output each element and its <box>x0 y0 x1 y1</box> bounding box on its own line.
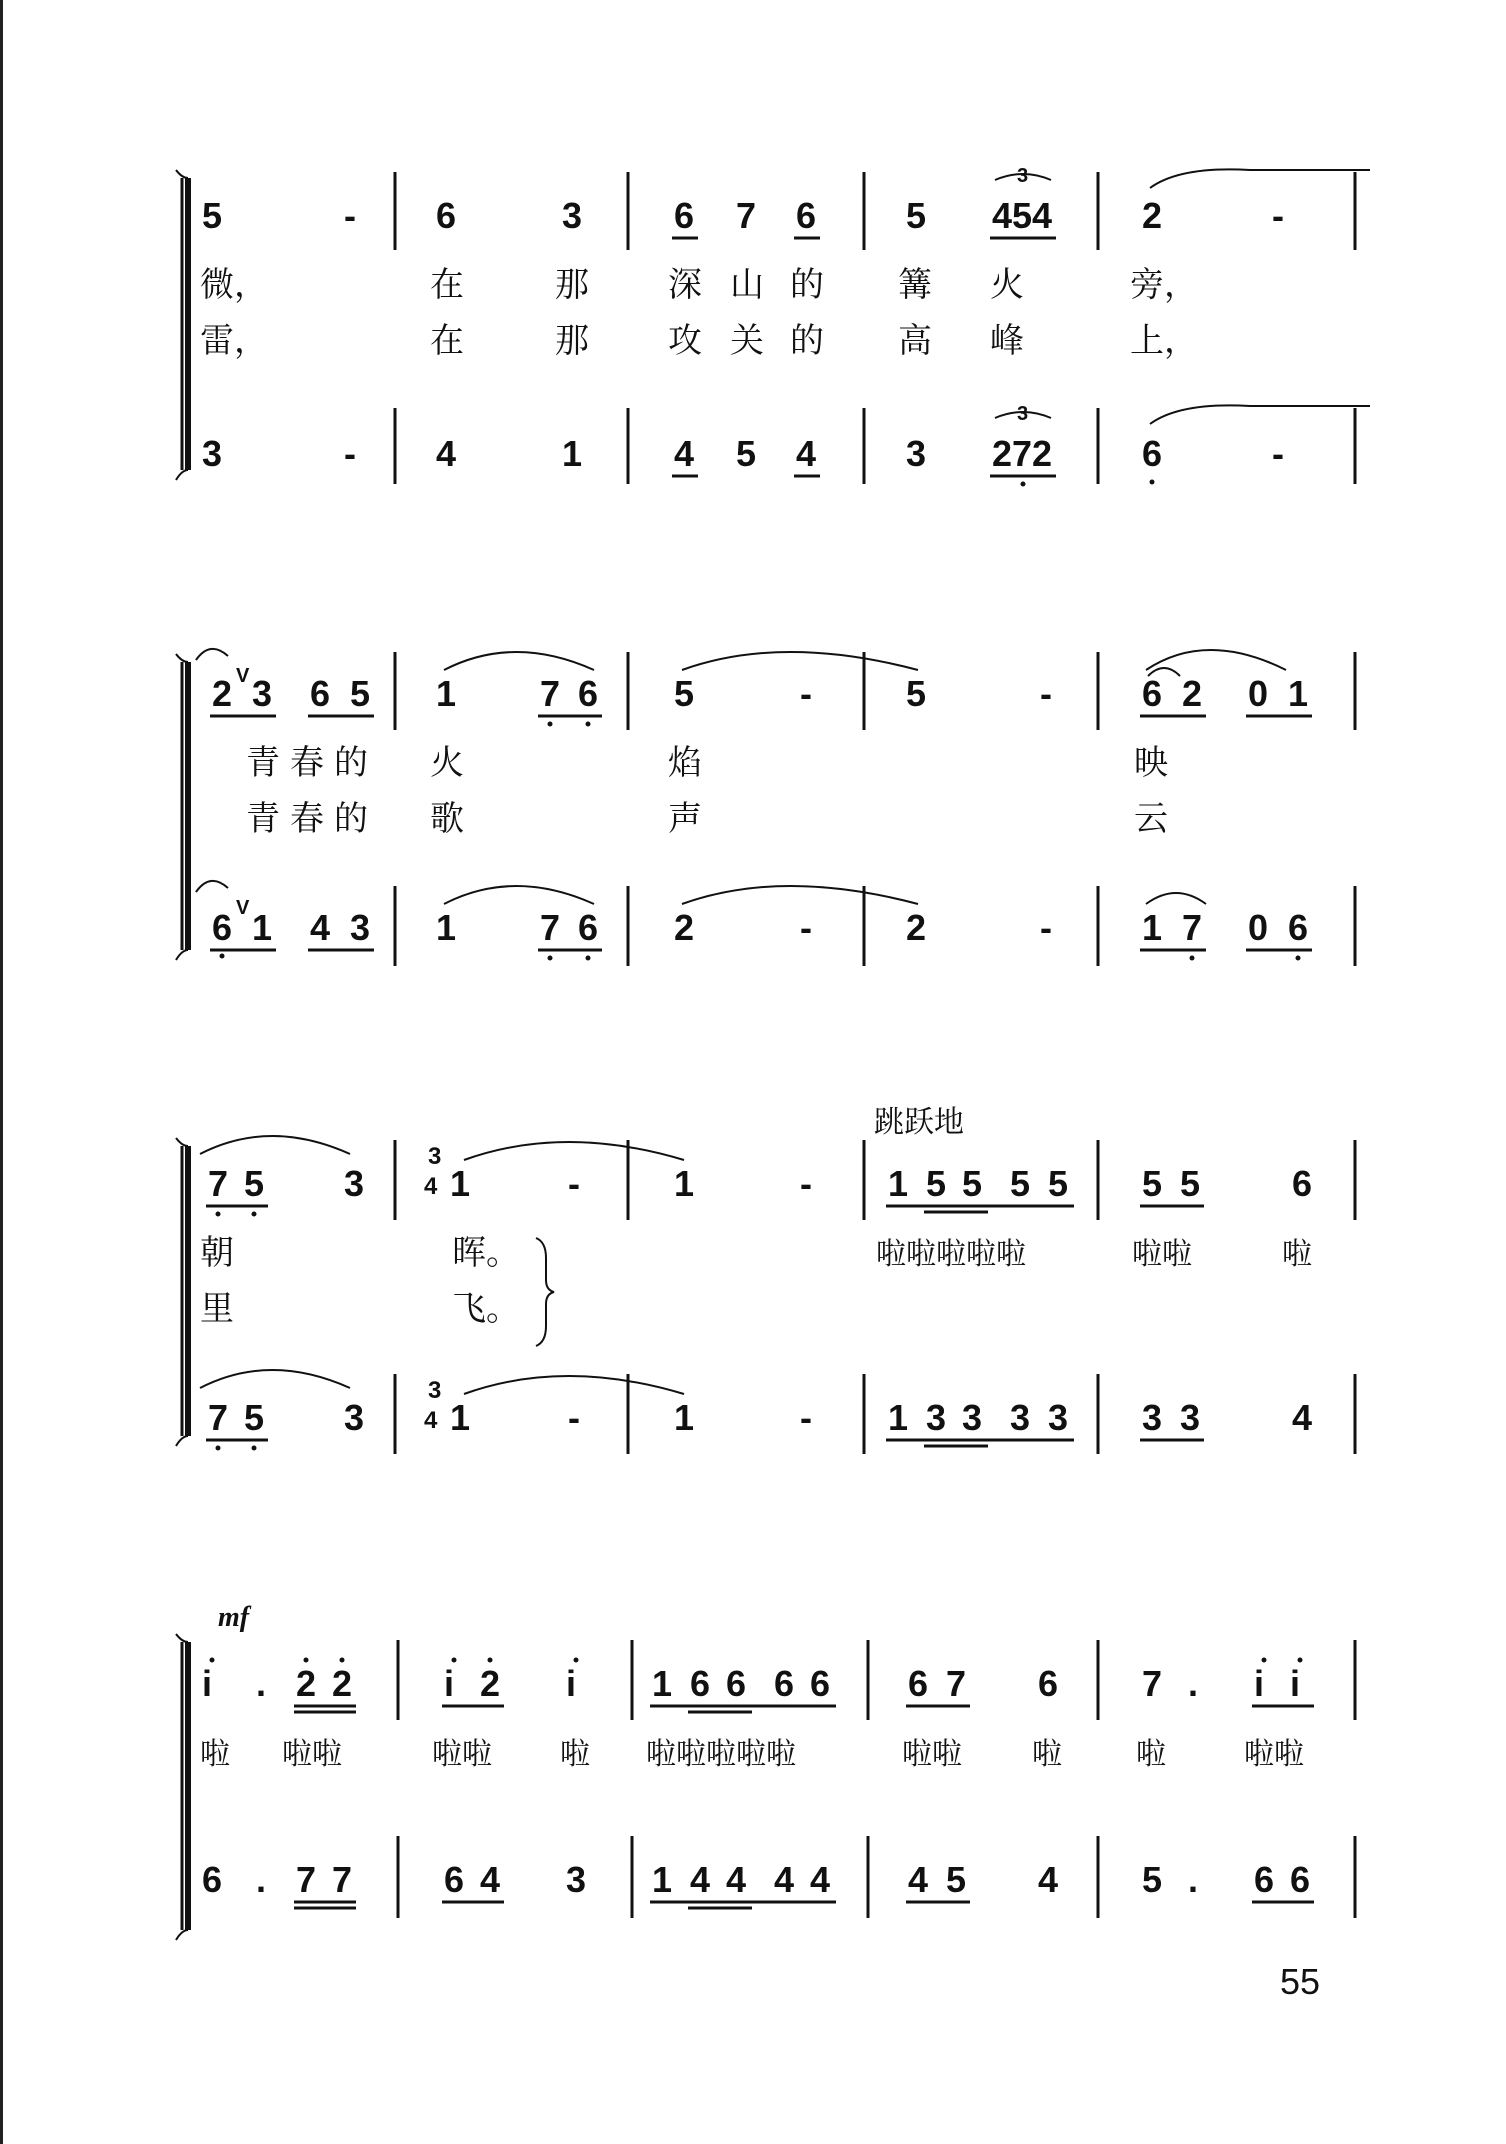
slur <box>444 652 594 670</box>
augmentation-dot: . <box>1188 1663 1199 1704</box>
lyric: 的 <box>334 799 368 839</box>
note: 5 <box>1048 1163 1069 1204</box>
note: 2 <box>296 1663 317 1704</box>
octave-dot <box>216 1446 221 1451</box>
note: 0 <box>1248 673 1269 714</box>
octave-dot <box>1296 956 1301 961</box>
note: i <box>1254 1663 1265 1704</box>
meter-top: 3 <box>428 1143 442 1170</box>
note: 3 <box>1142 1397 1163 1438</box>
note: 1 <box>888 1163 909 1204</box>
triplet-number: 3 <box>1017 403 1029 425</box>
note: 6 <box>1288 907 1309 948</box>
lyric: 雷， <box>200 321 268 361</box>
note-triplet: 272 <box>992 433 1053 474</box>
note: 3 <box>1010 1397 1031 1438</box>
note: 4 <box>310 907 331 948</box>
tie <box>682 652 918 670</box>
note: 7 <box>736 195 757 236</box>
lyric: 啦啦啦啦啦 <box>876 1237 1026 1272</box>
lyric: 朝 <box>200 1233 234 1273</box>
octave-dot <box>1190 956 1195 961</box>
octave-dot <box>220 954 225 959</box>
expression-marking: 跳跃地 <box>874 1105 964 1140</box>
note: 4 <box>436 433 457 474</box>
tie <box>1150 405 1370 424</box>
note: 1 <box>1288 673 1309 714</box>
octave-dot-high <box>1262 1658 1267 1663</box>
lyric: 关 <box>730 321 764 361</box>
note: i <box>566 1663 577 1704</box>
note: 3 <box>252 673 273 714</box>
slur <box>1146 893 1206 904</box>
lyric: 的 <box>790 265 824 305</box>
lyric: 青 <box>246 743 280 783</box>
note: 3 <box>566 1859 587 1900</box>
note: 6 <box>774 1663 795 1704</box>
note: 6 <box>1038 1663 1059 1704</box>
note: 6 <box>1142 433 1163 474</box>
octave-dot-high <box>210 1658 215 1663</box>
brace-top-hook <box>176 1138 188 1146</box>
system-3 <box>176 1105 1355 1454</box>
note: 1 <box>674 1397 695 1438</box>
note: i <box>444 1663 455 1704</box>
dash: - <box>800 1163 812 1204</box>
lyric: 深 <box>668 265 702 305</box>
note: 5 <box>906 195 927 236</box>
note: 6 <box>796 195 817 236</box>
lyric: 啦啦 <box>282 1737 342 1772</box>
slur <box>200 1370 350 1388</box>
tie <box>196 881 228 892</box>
note: 6 <box>726 1663 747 1704</box>
lyric: 青 <box>246 799 280 839</box>
note: 1 <box>436 907 457 948</box>
lyric: 声 <box>668 799 702 839</box>
lyric: 的 <box>334 743 368 783</box>
note: 1 <box>450 1163 471 1204</box>
note: 5 <box>244 1397 265 1438</box>
note: 1 <box>652 1859 673 1900</box>
note: 5 <box>1142 1163 1163 1204</box>
octave-dot <box>1150 480 1155 485</box>
lyric-group-brace <box>536 1238 554 1346</box>
note: 3 <box>926 1397 947 1438</box>
meter-top: 3 <box>428 1377 442 1404</box>
note: 4 <box>908 1859 929 1900</box>
dash: - <box>1040 907 1052 948</box>
lyric: 那 <box>555 321 589 361</box>
breath-mark: V <box>236 897 250 919</box>
lyric: 篝 <box>898 265 932 305</box>
octave-dot <box>216 1212 221 1217</box>
note: 3 <box>202 433 223 474</box>
dash: - <box>800 1397 812 1438</box>
note: 2 <box>332 1663 353 1704</box>
note: 5 <box>1180 1163 1201 1204</box>
note: 6 <box>810 1663 831 1704</box>
lyric: 上， <box>1130 321 1198 361</box>
note: 2 <box>1142 195 1163 236</box>
note: 7 <box>208 1397 229 1438</box>
note: 3 <box>1180 1397 1201 1438</box>
note: 5 <box>962 1163 983 1204</box>
note: 2 <box>480 1663 501 1704</box>
page-number: 55 <box>1280 1961 1321 2002</box>
lyric: 啦 <box>1282 1237 1312 1272</box>
note: 6 <box>1290 1859 1311 1900</box>
note: 1 <box>450 1397 471 1438</box>
note: 5 <box>736 433 757 474</box>
dynamic-marking: mf <box>218 1602 250 1633</box>
dash: - <box>1272 195 1284 236</box>
note: 7 <box>946 1663 967 1704</box>
slur <box>200 1136 350 1154</box>
lyric: 晖。 <box>452 1233 520 1273</box>
note: 6 <box>674 195 695 236</box>
note: 3 <box>344 1163 365 1204</box>
note: 3 <box>906 433 927 474</box>
system-1 <box>176 165 1370 487</box>
lyric: 春 <box>290 799 324 839</box>
lyric: 云 <box>1134 799 1168 839</box>
note: 7 <box>208 1163 229 1204</box>
note: 6 <box>690 1663 711 1704</box>
note: 7 <box>296 1859 317 1900</box>
meter-bottom: 4 <box>424 1407 438 1434</box>
brace-top-hook <box>176 170 188 178</box>
note-triplet: 454 <box>992 195 1053 236</box>
slur <box>444 886 594 904</box>
note: 6 <box>444 1859 465 1900</box>
note: 1 <box>436 673 457 714</box>
note: 3 <box>962 1397 983 1438</box>
lyric: 火 <box>990 265 1024 305</box>
note: i <box>1290 1663 1301 1704</box>
note: 6 <box>1292 1163 1313 1204</box>
octave-dot-high <box>340 1658 345 1663</box>
note: 4 <box>796 433 817 474</box>
brace-bottom-hook <box>176 1930 188 1940</box>
octave-dot <box>1021 482 1026 487</box>
note: 1 <box>674 1163 695 1204</box>
dash: - <box>800 673 812 714</box>
brace-top-hook <box>176 654 188 662</box>
note: 4 <box>1038 1859 1059 1900</box>
slur <box>1146 650 1286 670</box>
note: 4 <box>810 1859 831 1900</box>
tie <box>1150 169 1370 188</box>
lyric: 啦 <box>1032 1737 1062 1772</box>
note: 6 <box>908 1663 929 1704</box>
octave-dot-high <box>488 1658 493 1663</box>
lyric: 映 <box>1134 743 1168 783</box>
note: 5 <box>244 1163 265 1204</box>
dash: - <box>800 907 812 948</box>
lyric: 焰 <box>668 743 702 783</box>
octave-dot <box>586 956 591 961</box>
dash: - <box>568 1163 580 1204</box>
lyric: 高 <box>898 321 932 361</box>
octave-dot <box>548 722 553 727</box>
octave-dot-high <box>452 1658 457 1663</box>
note: 7 <box>1142 1663 1163 1704</box>
note: 2 <box>906 907 927 948</box>
meter-bottom: 4 <box>424 1173 438 1200</box>
note: 6 <box>202 1859 223 1900</box>
brace-top-hook <box>176 1634 188 1642</box>
note: 7 <box>1182 907 1203 948</box>
lyric: 啦啦 <box>1132 1237 1192 1272</box>
tie <box>464 1142 684 1160</box>
note: 2 <box>212 673 233 714</box>
note: 6 <box>1142 673 1163 714</box>
lyric: 啦 <box>1136 1737 1166 1772</box>
note: 7 <box>540 907 561 948</box>
lyric: 那 <box>555 265 589 305</box>
note: 5 <box>202 195 223 236</box>
note: 6 <box>436 195 457 236</box>
lyric: 春 <box>290 743 324 783</box>
lyric: 的 <box>790 321 824 361</box>
note: 4 <box>480 1859 501 1900</box>
dash: - <box>1040 673 1052 714</box>
brace-bottom-hook <box>176 470 188 480</box>
note: 7 <box>332 1859 353 1900</box>
note: 4 <box>1292 1397 1313 1438</box>
note: 4 <box>726 1859 747 1900</box>
octave-dot-high <box>1298 1658 1303 1663</box>
note: 6 <box>578 907 599 948</box>
lyric: 飞。 <box>452 1289 520 1329</box>
note: 0 <box>1248 907 1269 948</box>
note: 4 <box>674 433 695 474</box>
note: 2 <box>674 907 695 948</box>
note: 3 <box>350 907 371 948</box>
note: i <box>202 1663 213 1704</box>
note: 2 <box>1182 673 1203 714</box>
brace-bottom-hook <box>176 1436 188 1446</box>
note: 6 <box>310 673 331 714</box>
note: 3 <box>562 195 583 236</box>
dash: - <box>1272 433 1284 474</box>
note: 5 <box>350 673 371 714</box>
tie <box>682 886 918 904</box>
lyric: 攻 <box>668 321 702 361</box>
augmentation-dot: . <box>1188 1859 1199 1900</box>
tie <box>464 1376 684 1394</box>
octave-dot-high <box>304 1658 309 1663</box>
lyric: 啦啦 <box>902 1737 962 1772</box>
note: 5 <box>906 673 927 714</box>
dash: - <box>344 195 356 236</box>
lyric: 微， <box>200 265 268 305</box>
octave-dot <box>252 1446 257 1451</box>
octave-dot <box>586 722 591 727</box>
note: 6 <box>578 673 599 714</box>
lyric: 山 <box>730 265 764 305</box>
note: 1 <box>252 907 273 948</box>
note: 1 <box>1142 907 1163 948</box>
lyric: 里 <box>200 1289 234 1329</box>
note: 5 <box>674 673 695 714</box>
note: 5 <box>946 1859 967 1900</box>
augmentation-dot: . <box>256 1663 267 1704</box>
note: 3 <box>1048 1397 1069 1438</box>
note: 7 <box>540 673 561 714</box>
note: 5 <box>926 1163 947 1204</box>
dash: - <box>344 433 356 474</box>
tie <box>196 649 228 660</box>
octave-dot <box>548 956 553 961</box>
note: 4 <box>690 1859 711 1900</box>
system-2 <box>176 649 1355 966</box>
note: 4 <box>774 1859 795 1900</box>
note: 5 <box>1010 1163 1031 1204</box>
octave-dot <box>252 1212 257 1217</box>
breath-mark: V <box>236 665 250 687</box>
dash: - <box>568 1397 580 1438</box>
lyric: 在 <box>430 321 464 361</box>
lyric: 啦啦 <box>1244 1737 1304 1772</box>
note: 1 <box>562 433 583 474</box>
note: 3 <box>344 1397 365 1438</box>
lyric: 在 <box>430 265 464 305</box>
lyric: 啦啦啦啦啦 <box>646 1737 796 1772</box>
lyric: 啦 <box>560 1737 590 1772</box>
lyric: 啦 <box>200 1737 230 1772</box>
augmentation-dot: . <box>256 1859 267 1900</box>
brace-bottom-hook <box>176 950 188 960</box>
lyric: 歌 <box>430 799 464 839</box>
triplet-number: 3 <box>1017 165 1029 187</box>
note: 5 <box>1142 1859 1163 1900</box>
note: 1 <box>652 1663 673 1704</box>
lyric: 啦啦 <box>432 1737 492 1772</box>
note: 6 <box>212 907 233 948</box>
lyric: 旁， <box>1130 265 1198 305</box>
lyric: 峰 <box>990 321 1024 361</box>
lyric: 火 <box>430 743 464 783</box>
system-4 <box>176 1602 1355 1940</box>
note: 6 <box>1254 1859 1275 1900</box>
octave-dot-high <box>574 1658 579 1663</box>
note: 1 <box>888 1397 909 1438</box>
